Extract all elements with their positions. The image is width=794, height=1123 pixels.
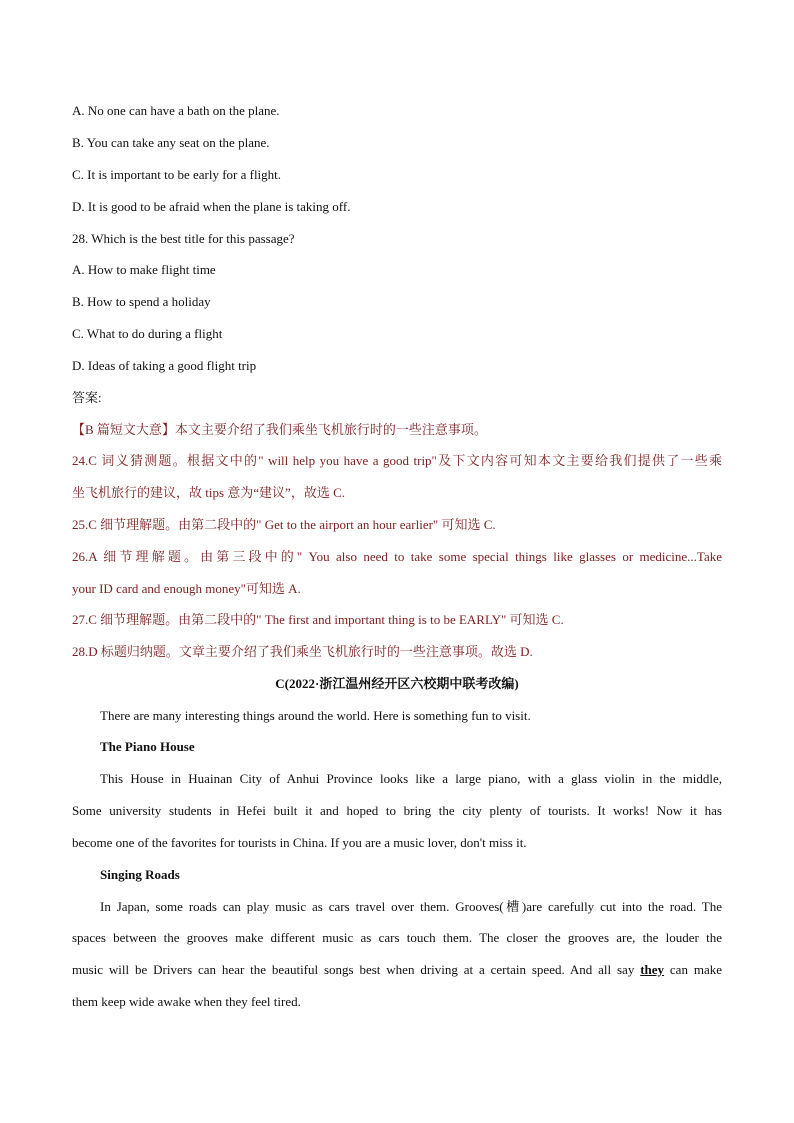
answer-summary: 【B 篇短文大意】本文主要介绍了我们乘坐飞机旅行时的一些注意事项。 xyxy=(72,422,487,437)
q28-option-d: D. Ideas of taking a good flight trip xyxy=(72,358,257,373)
answer-label: 答案: xyxy=(72,390,102,405)
q28-option-a: A. How to make flight time xyxy=(72,262,216,277)
q28-stem: 28. Which is the best title for this passage? xyxy=(72,231,295,246)
piano-house-title: The Piano House xyxy=(100,739,195,754)
q27-option-d: D. It is good to be afraid when the plane is taking off. xyxy=(72,199,351,214)
piano-house-line1: This House in Huainan City of Anhui Province looks like a large piano, with a glass violin in the middle, xyxy=(100,771,722,786)
answer-27: 27.C 细节理解题。由第二段中的" The first and important thing is to be EARLY" 可知选 C. xyxy=(72,612,564,627)
singing-roads-line1: In Japan, some roads can play music as cars travel over them. Grooves(槽)are carefully cut into the road. The xyxy=(100,899,722,914)
answer-28: 28.D 标题归纳题。文章主要介绍了我们乘坐飞机旅行时的一些注意事项。故选 D. xyxy=(72,644,533,659)
singing-roads-line3-start: music will be Drivers can hear the beautiful songs best when driving at a certain speed. And all say xyxy=(72,962,641,977)
passage-c-heading: C(2022·浙江温州经开区六校期中联考改编) xyxy=(275,676,519,691)
singing-roads-line3-end: can make xyxy=(664,962,722,977)
answer-24-line2: 坐飞机旅行的建议，故 tips 意为“建议”，故选 C. xyxy=(72,485,345,500)
q27-option-a: A. No one can have a bath on the plane. xyxy=(72,103,280,118)
singing-roads-line3 xyxy=(72,960,722,980)
answer-26-line2: your ID card and enough money"可知选 A. xyxy=(72,581,301,596)
singing-roads-line4: them keep wide awake when they feel tired. xyxy=(72,994,301,1009)
singing-roads-title: Singing Roads xyxy=(100,867,180,882)
piano-house-line3: become one of the favorites for tourists in China. If you are a music lover, don't miss it. xyxy=(72,835,527,850)
q27-option-b: B. You can take any seat on the plane. xyxy=(72,135,270,150)
answer-24-line1: 24.C 词义猜测题。根据文中的" will help you have a good trip"及下文内容可知本文主要给我们提供了一些乘 xyxy=(72,453,722,468)
passage-c-intro: There are many interesting things around the world. Here is something fun to visit. xyxy=(100,708,531,723)
q28-option-c: C. What to do during a flight xyxy=(72,326,223,341)
piano-house-line2: Some university students in Hefei built it and hoped to bring the city plenty of tourists. It works! Now it has xyxy=(72,803,722,818)
q28-option-b: B. How to spend a holiday xyxy=(72,294,211,309)
q27-option-c: C. It is important to be early for a flight. xyxy=(72,167,282,182)
answer-25: 25.C 细节理解题。由第二段中的" Get to the airport an hour earlier" 可知选 C. xyxy=(72,517,496,532)
singing-roads-line2: spaces between the grooves make different music as cars touch them. The closer the grooves are, the louder the xyxy=(72,930,722,945)
underlined-word-they: they xyxy=(640,962,665,977)
answer-26-line1: 26.A 细节理解题。由第三段中的" You also need to take some special things like glasses or medicine...Take xyxy=(72,549,722,564)
